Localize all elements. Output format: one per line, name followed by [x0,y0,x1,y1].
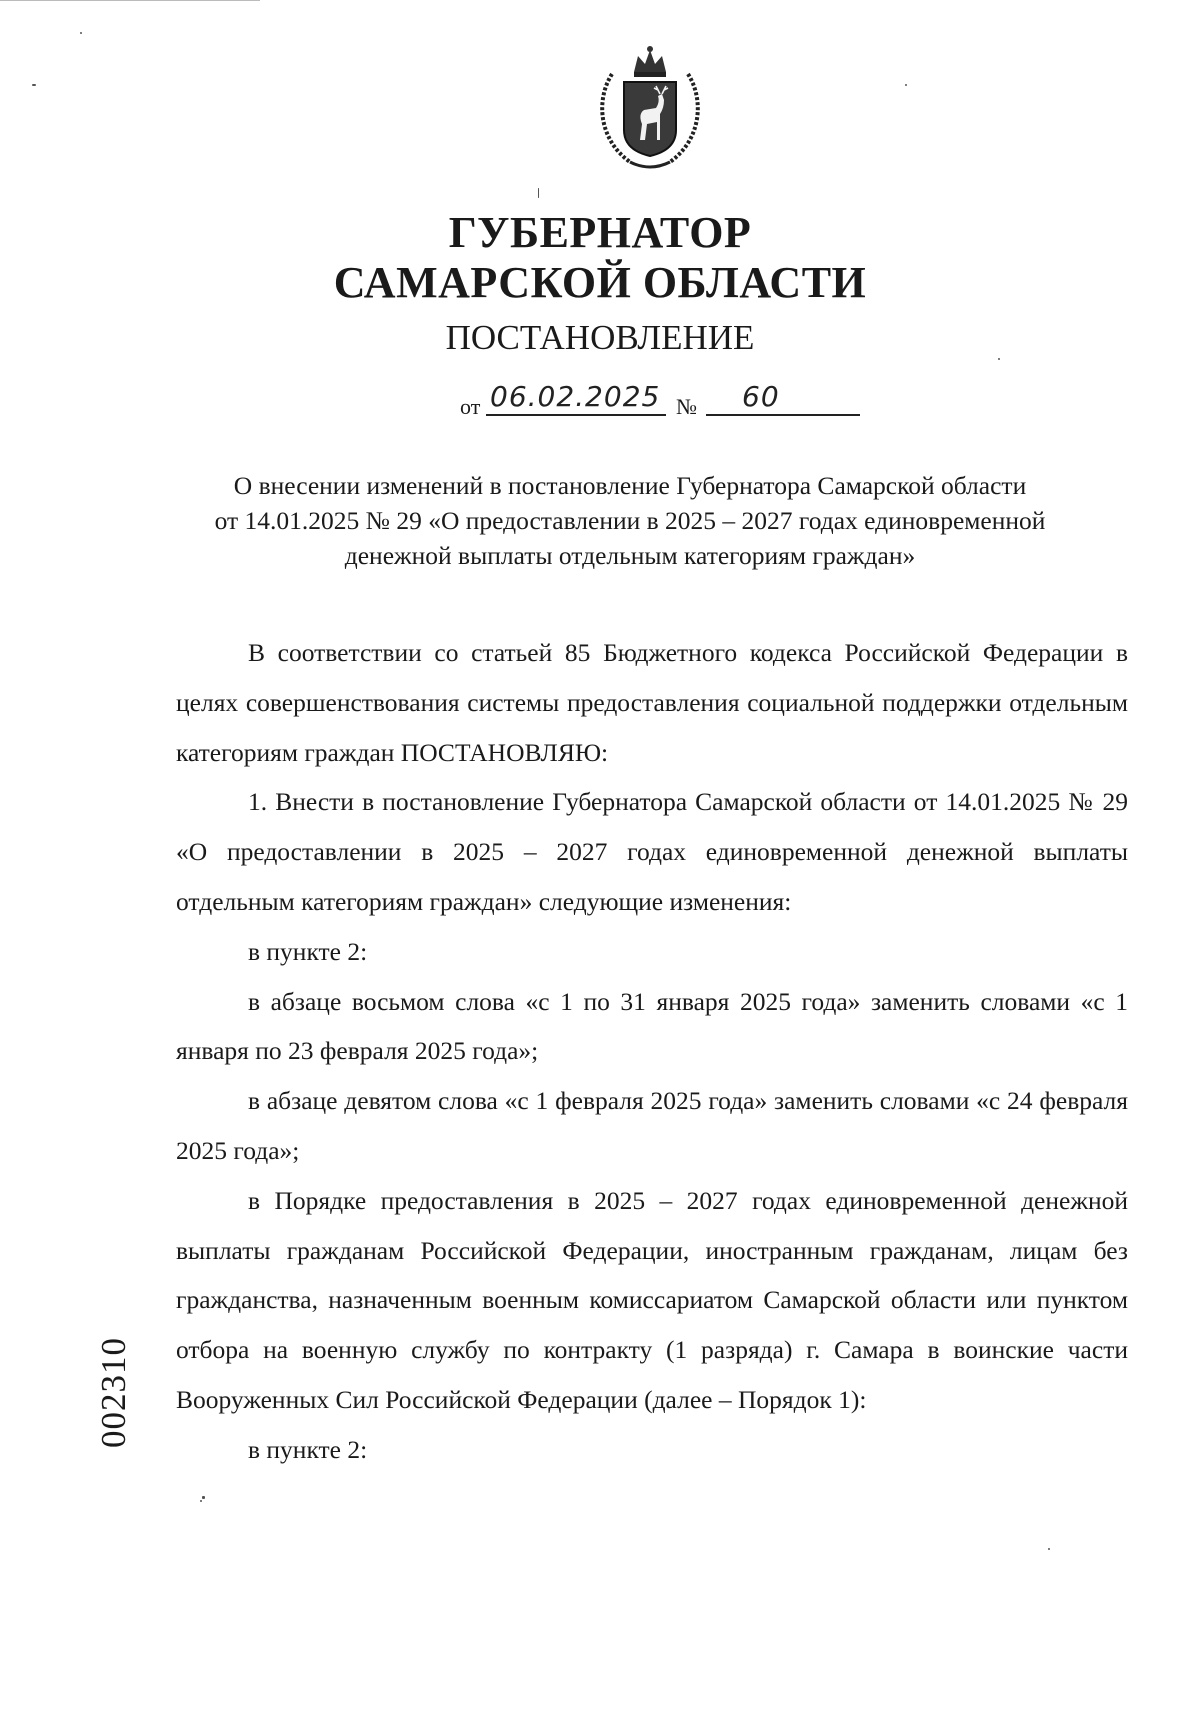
number-underline [706,414,860,416]
document-subject [150,468,1110,573]
document-type: ПОСТАНОВЛЕНИЕ [445,318,755,357]
handwritten-number: 60 [742,380,780,413]
date-number-line [460,380,860,420]
registration-side-number: 002310 [94,1337,133,1448]
date-underline [486,414,666,416]
scan-speck [538,188,539,198]
number-label: № [676,394,697,419]
body-paragraph: в абзаце девятом слова «с 1 февраля 2025 года» заменить словами «с 24 февраля 2025 года»; [176,1086,1128,1165]
scan-speck [80,32,82,34]
scan-speck [905,84,907,86]
document-body [176,628,1128,1475]
scan-speck [202,1496,205,1499]
subject-line: от 14.01.2025 № 29 «О предоставлении в 2025 – 2027 годах единовременной [214,506,1046,535]
authority-title-line1: ГУБЕРНАТОР [448,208,752,257]
subject-line: О внесении изменений в постановление Губернатора Самарской области [233,471,1027,500]
body-paragraph: в пункте 2: [248,936,368,966]
scan-edge-line [0,0,260,1]
samara-coat-of-arms-icon [590,44,710,172]
subject-line: денежной выплаты отдельным категориям граждан» [344,541,916,570]
body-paragraph: в пункте 2: [248,1434,368,1464]
handwritten-date: 06.02.2025 [490,380,661,413]
scan-speck [998,358,1000,360]
body-paragraph: В соответствии со статьей 85 Бюджетного кодекса Российской Федерации в целях совершенствования системы предоставления социальной поддержки отдельным категориям граждан ПОСТАНОВЛЯЮ: [176,638,1128,767]
scan-speck [1048,1548,1050,1550]
scan-speck [32,84,36,86]
body-paragraph: 1. Внести в постановление Губернатора Самарской области от 14.01.2025 № 29 «О предоставлении в 2025 – 2027 годах единовременной денежной выплаты отдельным категориям граждан» следующие изменения: [176,787,1128,916]
body-paragraph: в Порядке предоставления в 2025 – 2027 годах единовременной денежной выплаты гражданам Российской Федерации, иностранным гражданам, лицам без гражданства, назначенным военным комиссариатом Самарской области или пунктом отбора на военную службу по контракту (1 разряда) г. Самара в воинские части Вооруженных Сил Российской Федерации (далее – Порядок 1): [176,1185,1128,1414]
scan-speck [200,1500,202,1502]
authority-title-line2: САМАРСКОЙ ОБЛАСТИ [333,258,867,307]
body-paragraph: в абзаце восьмом слова «с 1 по 31 января 2025 года» заменить словами «с 1 января по 23 февраля 2025 года»; [176,986,1128,1066]
date-label: от [460,394,481,419]
